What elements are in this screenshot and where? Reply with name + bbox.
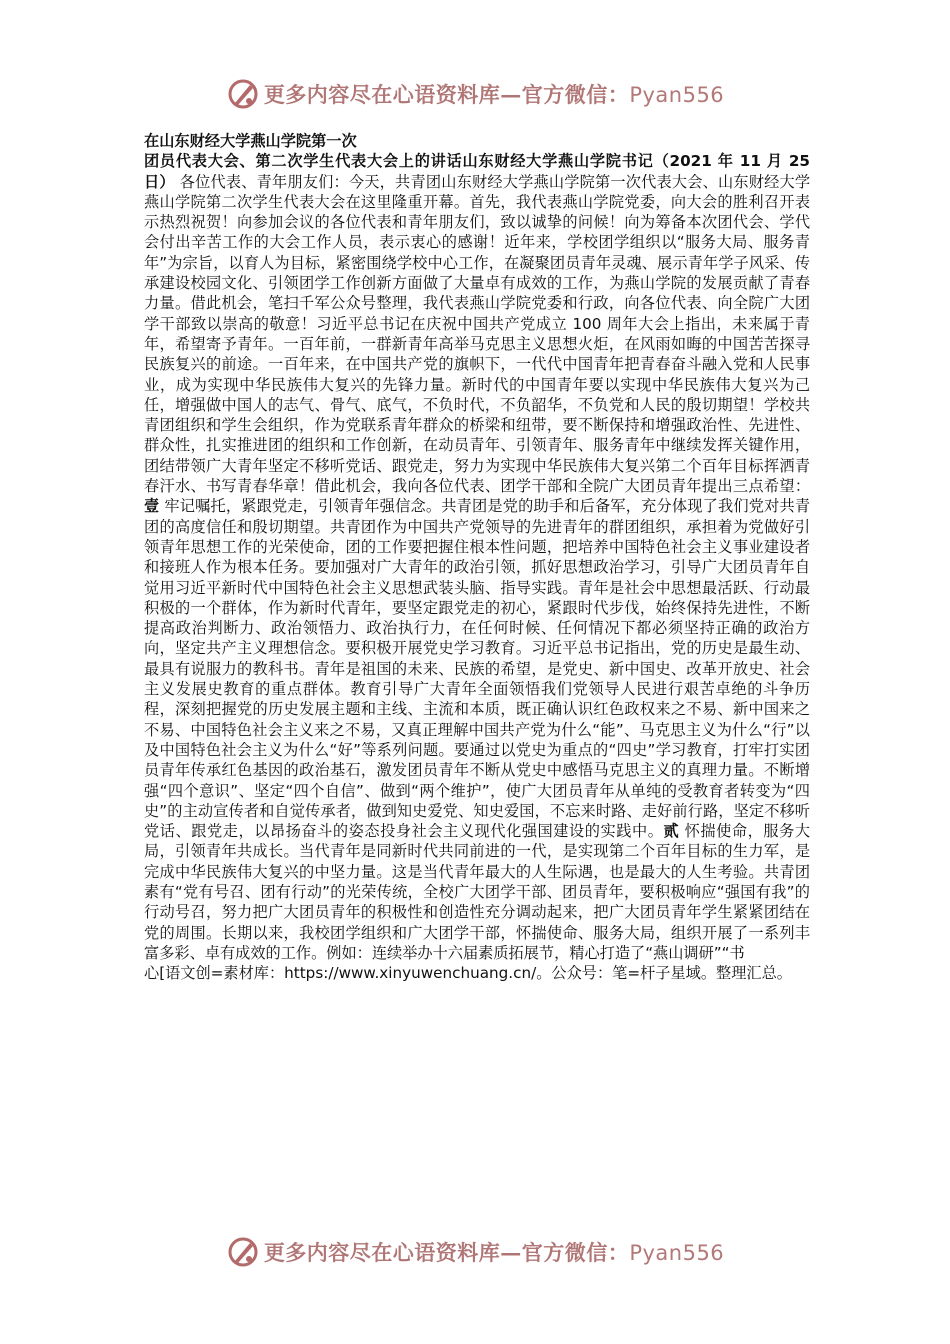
doc-date: 2021 年 11 月 25 日） [144,152,811,191]
brush-logo-icon [226,77,260,111]
watermark-handle: Pyan556 [629,1241,725,1265]
watermark-banner-bottom [0,1234,950,1270]
doc-title-line2: 团员代表大会、第二次学生代表大会上的讲话山东财经大学燕山学院书记（ [144,152,670,171]
watermark-label: 更多内容尽在心语资料库—官方微信： [263,82,630,107]
doc-title-line1: 在山东财经大学燕山学院第一次 [144,132,357,150]
watermark-handle: Pyan556 [629,83,725,107]
watermark-text [264,1237,724,1267]
watermark-text [264,79,724,109]
brush-logo-icon [226,1235,260,1269]
doc-mark-2: 贰 [663,822,680,841]
doc-paragraph [144,151,810,963]
doc-para4: 心[语文创=素材库：https://www.xinyuwenchuang.cn/。公众号：笔=杆子星域。整理汇总。 [144,964,792,983]
document-body [144,131,810,983]
doc-para2: 牢记嘱托，紧跟党走，引领青年强信念。共青团是党的助手和后备军，充分体现了我们党对共青团的高度信任和殷切期望。共青团作为中国共产党领导的先进青年的群团组织，承担着为党做好引领青年思想工作的光荣使命，团的工作要把握住根本性问题，把培养中国特色社会主义事业建设者和接班人作为根本任务。要加强对广大青年的政治引领，抓好思想政治学习，引导广大团员青年自觉用习近平新时代中国特色社会主义思想武装头脑、指导实践。青年是社会中思想最活跃、行动最积极的一个群体，作为新时代青年，要坚定跟党走的初心，紧跟时代步伐，始终保持先进性，不断提高政治判断力、政治领悟力、政治执行力，在任何时候、任何情况下都必须坚持正确的政治方向，坚定共产主义理想信念。要积极开展党史学习教育。习近平总书记指出，党的历史是最生动、最具有说服力的教科书。青年是祖国的未来、民族的希望，是党史、新中国史、改革开放史、社会主义发展史教育的重点群体。教育引导广大青年全面领悟我们党领导人民进行艰苦卓绝的斗争历程，深刻把握党的历史发展主题和主线、主流和本质，既正确认识红色政权来之不易、新中国来之不易、中国特色社会主义来之不易，又真正理解中国共产党为什么“能”、马克思主义为什么“行”以及中国特色社会主义为什么“好”等系列问题。要通过以党史为重点的“四史”学习教育，打牢打实团员青年传承红色基因的政治基石，激发团员青年不断从党史中感悟马克思主义的真理力量。不断增强“四个意识”、坚定“四个自信”、做到“两个维护”，使广大团员青年从单纯的受教育者转变为“四史”的主动宣传者和自觉传承者，做到知史爱党、知史爱国，不忘来时路、走好前行路，坚定不移听党话、跟党走，以昂扬奋斗的姿态投身社会主义现代化强国建设的实践中。 [144,497,811,841]
watermark-banner-top [0,76,950,112]
doc-mark-1: 壹 [144,497,160,516]
doc-para1: 各位代表、青年朋友们：今天，共青团山东财经大学燕山学院第一次代表大会、山东财经大学燕山学院第二次学生代表大会在这里隆重开幕。首先，我代表燕山学院党委，向大会的胜利召开表示热烈祝贺！向参加会议的各位代表和青年朋友们，致以诚挚的问候！向为筹备本次团代会、学代会付出辛苦工作的大会工作人员，表示衷心的感谢！近年来，学校团学组织以“服务大局、服务青年”为宗旨，以育人为目标，紧密围绕学校中心工作，在凝聚团员青年灵魂、展示青年学子风采、传承建设校园文化、引领团学工作创新方面做了大量卓有成效的工作，为燕山学院的发展贡献了青春力量。借此机会，笔扫千军公众号整理，我代表燕山学院党委和行政，向各位代表、向全院广大团学干部致以崇高的敬意！习近平总书记在庆祝中国共产党成立 100 周年大会上指出，未来属于青年，希望寄予青年。一百年前，一群新青年高举马克思主义思想火炬，在风雨如晦的中国苦苦探寻民族复兴的前途。一百年来，在中国共产党的旗帜下，一代代中国青年把青春奋斗融入党和人民事业，成为实现中华民族伟大复兴的先锋力量。新时代的中国青年要以实现中华民族伟大复兴为己任，增强做中国人的志气、骨气、底气，不负时代，不负韶华，不负党和人民的殷切期望！学校共青团组织和学生会组织，作为党联系青年群众的桥梁和纽带，要不断保持和增强政治性、先进性、群众性，扎实推进团的组织和工作创新，在动员青年、引领青年、服务青年中继续发挥关键作用，团结带领广大青年坚定不移听党话、跟党走，努力为实现中华民族伟大复兴第二个百年目标挥洒青春汗水、书写青春华章！借此机会，我向各位代表、团学干部和全院广大团员青年提出三点希望： [144,172,811,496]
doc-para3: 怀揣使命，服务大局，引领青年共成长。当代青年是同新时代共同前进的一代，是实现第二个百年目标的生力军，是完成中华民族伟大复兴的中坚力量。这是当代青年最大的人生际遇，也是最大的人生考验。共青团素有“党有号召、团有行动”的光荣传统，全校广大团学干部、团员青年，要积极响应“强国有我”的行动号召，努力把广大团员青年的积极性和创造性充分调动起来，把广大团员青年学生紧紧团结在党的周围。长期以来，我校团学组织和广大团学干部，怀揣使命、服务大局，组织开展了一系列丰富多彩、卓有成效的工作。例如：连续举办十六届素质拓展节，精心打造了“燕山调研”“书 [144,822,811,962]
watermark-label: 更多内容尽在心语资料库—官方微信： [263,1240,630,1265]
